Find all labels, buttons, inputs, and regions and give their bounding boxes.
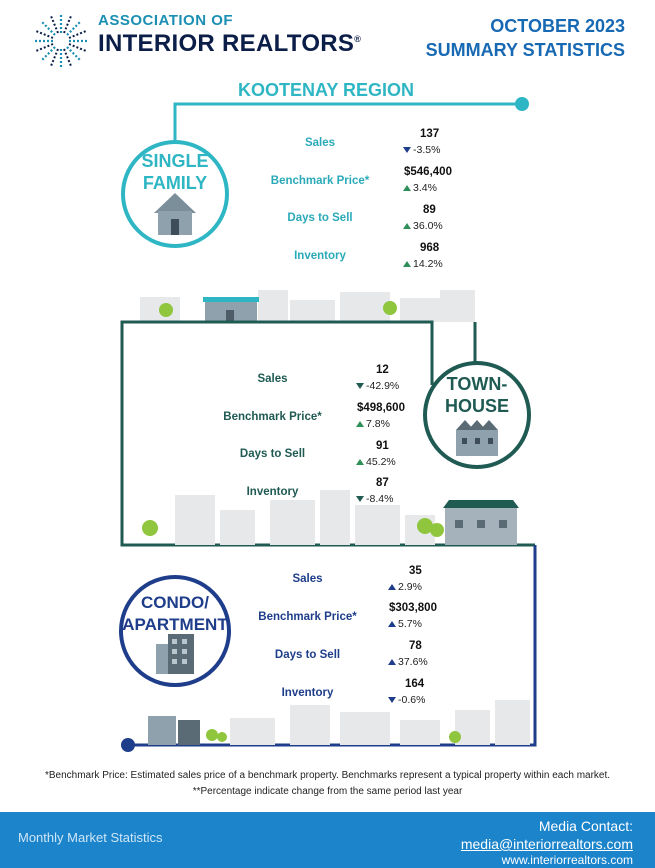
co-price-change-text: 5.7% [398, 618, 422, 630]
arrow-up-icon [356, 459, 364, 465]
co-sales-label: Sales [292, 573, 323, 585]
co-inventory-change-text: -0.6% [398, 694, 426, 706]
sf-days-label: Days to Sell [287, 212, 353, 224]
co-days-value: 78 [409, 640, 422, 652]
townhouse-title-line1: TOWN- [446, 374, 508, 394]
th-inventory-change [356, 493, 393, 505]
arrow-down-icon [388, 697, 396, 703]
townhouse-title [420, 373, 534, 417]
sf-price-value: $546,400 [404, 166, 452, 178]
th-price-change [356, 418, 390, 430]
skyline-single-family-house [203, 297, 259, 322]
th-days-value: 91 [376, 440, 389, 452]
logo-title-text: INTERIOR REALTORS [98, 30, 355, 57]
single-family-title [118, 150, 232, 194]
sf-days-change [403, 220, 443, 232]
footnote-benchmark: *Benchmark Price: Estimated sales price of a benchmark property. Benchmarks represent a typical property within each market. [44, 770, 611, 781]
condo-title-line1: CONDO/ [141, 593, 209, 612]
th-price-value: $498,600 [357, 402, 405, 414]
condo-title [116, 592, 234, 636]
sf-days-value: 89 [423, 204, 436, 216]
co-inventory-label: Inventory [281, 687, 334, 699]
arrow-up-icon [403, 223, 411, 229]
website-link[interactable]: www.interiorrealtors.com [501, 853, 633, 867]
co-days-change-text: 37.6% [398, 656, 428, 668]
th-inventory-value: 87 [376, 477, 389, 489]
footer-tagline: Monthly Market Statistics [18, 830, 163, 845]
co-days-change [388, 656, 428, 668]
footnote-percentage: **Percentage indicate change from the same period last year [192, 786, 463, 797]
co-days-label: Days to Sell [274, 649, 341, 661]
th-days-change [356, 456, 396, 468]
arrow-up-icon [356, 421, 364, 427]
co-inventory-change [388, 694, 425, 706]
th-sales-change-text: -42.9% [366, 380, 400, 392]
report-month: OCTOBER 2023 [490, 16, 625, 36]
skyline-condo [230, 700, 530, 745]
sf-price-change [403, 182, 437, 194]
arrow-up-icon [388, 621, 396, 627]
sf-price-change-text: 3.4% [413, 182, 437, 194]
single-family-title-line2: FAMILY [142, 173, 208, 193]
th-sales-label: Sales [257, 373, 288, 385]
townhouse-icon [456, 420, 498, 456]
th-days-change-text: 45.2% [366, 456, 396, 468]
th-inventory-label: Inventory [246, 486, 299, 498]
single-family-title-line1: SINGLE [141, 151, 209, 171]
arrow-up-icon [403, 185, 411, 191]
sf-sales-change-text: -3.5% [413, 144, 441, 156]
sf-inventory-value: 968 [420, 242, 440, 254]
skyline-single-family [140, 290, 475, 322]
co-price-change [388, 618, 422, 630]
arrow-up-icon [388, 659, 396, 665]
arrow-up-icon [388, 584, 396, 590]
sf-sales-change [403, 144, 440, 156]
condo-connector-dot [121, 738, 135, 752]
sf-days-change-text: 36.0% [413, 220, 443, 232]
arrow-up-icon [403, 261, 411, 267]
arrow-down-icon [356, 383, 364, 389]
registered-mark: ® [354, 34, 362, 44]
sf-price-label: Benchmark Price* [270, 175, 370, 187]
condo-title-line2: APARTMENT [122, 615, 228, 634]
sf-inventory-change [403, 258, 443, 270]
skyline-condo-buildings [148, 716, 200, 745]
report-title: SUMMARY STATISTICS [425, 40, 625, 60]
sf-inventory-change-text: 14.2% [413, 258, 443, 270]
single-family-connector-dot [515, 97, 529, 111]
arrow-down-icon [403, 147, 411, 153]
th-sales-value: 12 [376, 364, 389, 376]
th-inventory-change-text: -8.4% [366, 493, 394, 505]
logo-subtitle: ASSOCIATION OF [98, 12, 234, 29]
co-price-value: $303,800 [389, 602, 437, 614]
co-sales-change [388, 581, 422, 593]
th-price-change-text: 7.8% [366, 418, 390, 430]
arrow-down-icon [356, 496, 364, 502]
th-sales-change [356, 380, 399, 392]
townhouse-title-line2: HOUSE [444, 396, 509, 416]
co-sales-value: 35 [409, 565, 422, 577]
sf-sales-value: 137 [420, 128, 440, 140]
sf-inventory-label: Inventory [294, 250, 346, 262]
skyline-townhouse [175, 490, 435, 545]
th-price-label: Benchmark Price* [223, 411, 322, 423]
co-price-label: Benchmark Price* [258, 611, 357, 623]
media-contact-email[interactable]: media@interiorrealtors.com [460, 836, 633, 852]
region-title: KOOTENAY REGION [238, 80, 415, 100]
th-days-label: Days to Sell [239, 448, 306, 460]
skyline-townhouse-row-houses [443, 500, 519, 545]
co-sales-change-text: 2.9% [398, 581, 422, 593]
sf-sales-label: Sales [304, 137, 336, 149]
media-contact-title: Media Contact: [538, 818, 633, 834]
co-inventory-value: 164 [405, 678, 425, 690]
